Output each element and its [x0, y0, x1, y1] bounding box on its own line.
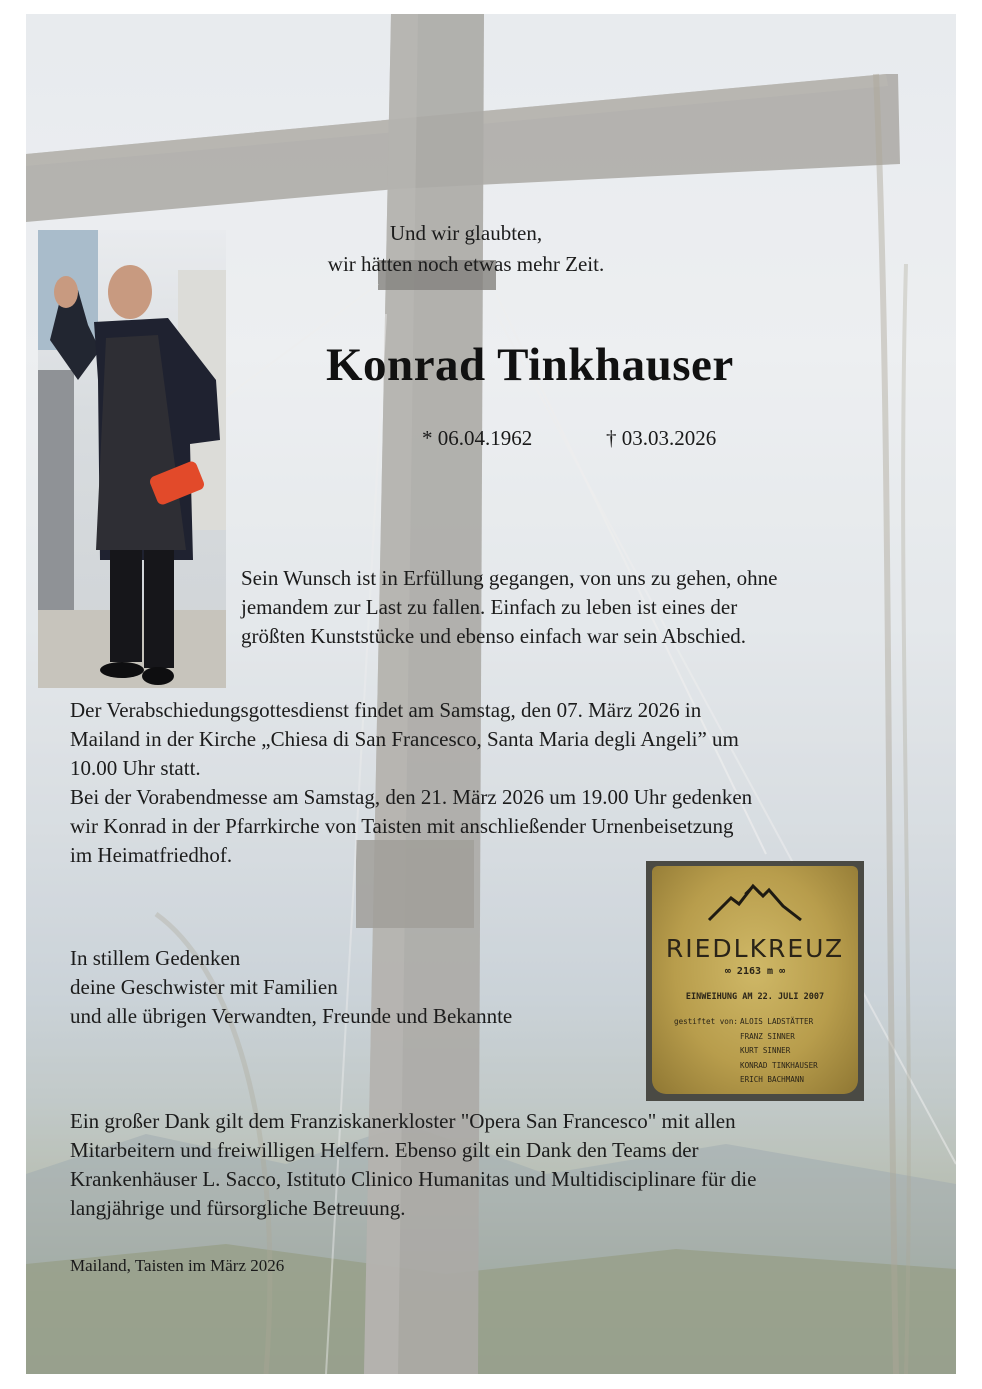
plaque-donor: FRANZ SINNER	[740, 1031, 795, 1041]
birth-date: * 06.04.1962	[422, 426, 533, 450]
paragraph-line: größten Kunststücke und ebenso einfach war sein Abschied.	[241, 624, 747, 648]
paragraph-line: In stillem Gedenken	[70, 946, 241, 970]
plaque-title: RIEDLKREUZ	[665, 934, 845, 963]
place-date: Mailand, Taisten im März 2026	[70, 1256, 285, 1275]
portrait-photo	[38, 230, 226, 688]
plaque-donated-label: gestiftet von:	[674, 1017, 739, 1026]
paragraph-line: deine Geschwister mit Familien	[70, 975, 338, 999]
paragraph-line: langjährige und fürsorgliche Betreuung.	[70, 1196, 406, 1220]
mourners-paragraph	[70, 944, 670, 1031]
plaque-donor: KONRAD TINKHAUSER	[740, 1060, 818, 1070]
paragraph-line: im Heimatfriedhof.	[70, 843, 233, 867]
plaque-altitude: ∞ 2163 m ∞	[724, 966, 786, 977]
quote-line-2: wir hätten noch etwas mehr Zeit.	[327, 252, 605, 276]
riedlkreuz-plaque-photo	[646, 861, 864, 1101]
plaque-donor: ERICH BACHMANN	[740, 1075, 805, 1084]
paragraph-line: Mitarbeitern und freiwilligen Helfern. Ebenso gilt ein Dank den Teams der	[70, 1138, 699, 1162]
plaque-sign	[652, 866, 858, 1094]
paragraph-line: Ein großer Dank gilt dem Franziskanerkloster "Opera San Francesco" mit allen	[70, 1109, 736, 1133]
plaque-donor: ALOIS LADSTÄTTER	[740, 1017, 814, 1026]
paragraph-line: 10.00 Uhr statt.	[70, 756, 201, 780]
thanks-paragraph	[70, 1107, 940, 1223]
quote-line-1: Und wir glaubten,	[389, 221, 543, 245]
opening-quote	[246, 218, 686, 280]
paragraph-line: wir Konrad in der Pfarrkirche von Taisten mit anschließender Urnenbeisetzung	[70, 814, 734, 838]
plaque-dedication: EINWEIHUNG AM 22. JULI 2007	[685, 992, 825, 1002]
paragraph-line: Krankenhäuser L. Sacco, Istituto Clinico Humanitas und Multidisciplinare für die	[70, 1167, 757, 1191]
deceased-name: Konrad Tinkhauser	[326, 339, 734, 391]
paragraph-line: Der Verabschiedungsgottesdienst findet am Samstag, den 07. März 2026 in	[70, 698, 702, 722]
plaque-donor: KURT SINNER	[740, 1046, 791, 1055]
paragraph-line: jemandem zur Last zu fallen. Einfach zu leben ist eines der	[241, 595, 738, 619]
paragraph-line: Mailand in der Kirche „Chiesa di San Francesco, Santa Maria degli Angeli” um	[70, 727, 739, 751]
person-figure	[38, 230, 226, 688]
paragraph-line: Bei der Vorabendmesse am Samstag, den 21. März 2026 um 19.00 Uhr gedenken	[70, 785, 753, 809]
farewell-paragraph	[241, 564, 931, 651]
mountain-icon	[705, 880, 805, 924]
paragraph-line: Sein Wunsch ist in Erfüllung gegangen, von uns zu gehen, ohne	[241, 566, 778, 590]
paragraph-line: und alle übrigen Verwandten, Freunde und Bekannte	[70, 1004, 513, 1028]
service-details-paragraph	[70, 696, 930, 870]
obituary-page	[26, 14, 956, 1374]
death-date: † 03.03.2026	[606, 426, 717, 450]
plaque-donor-list	[674, 1015, 854, 1088]
